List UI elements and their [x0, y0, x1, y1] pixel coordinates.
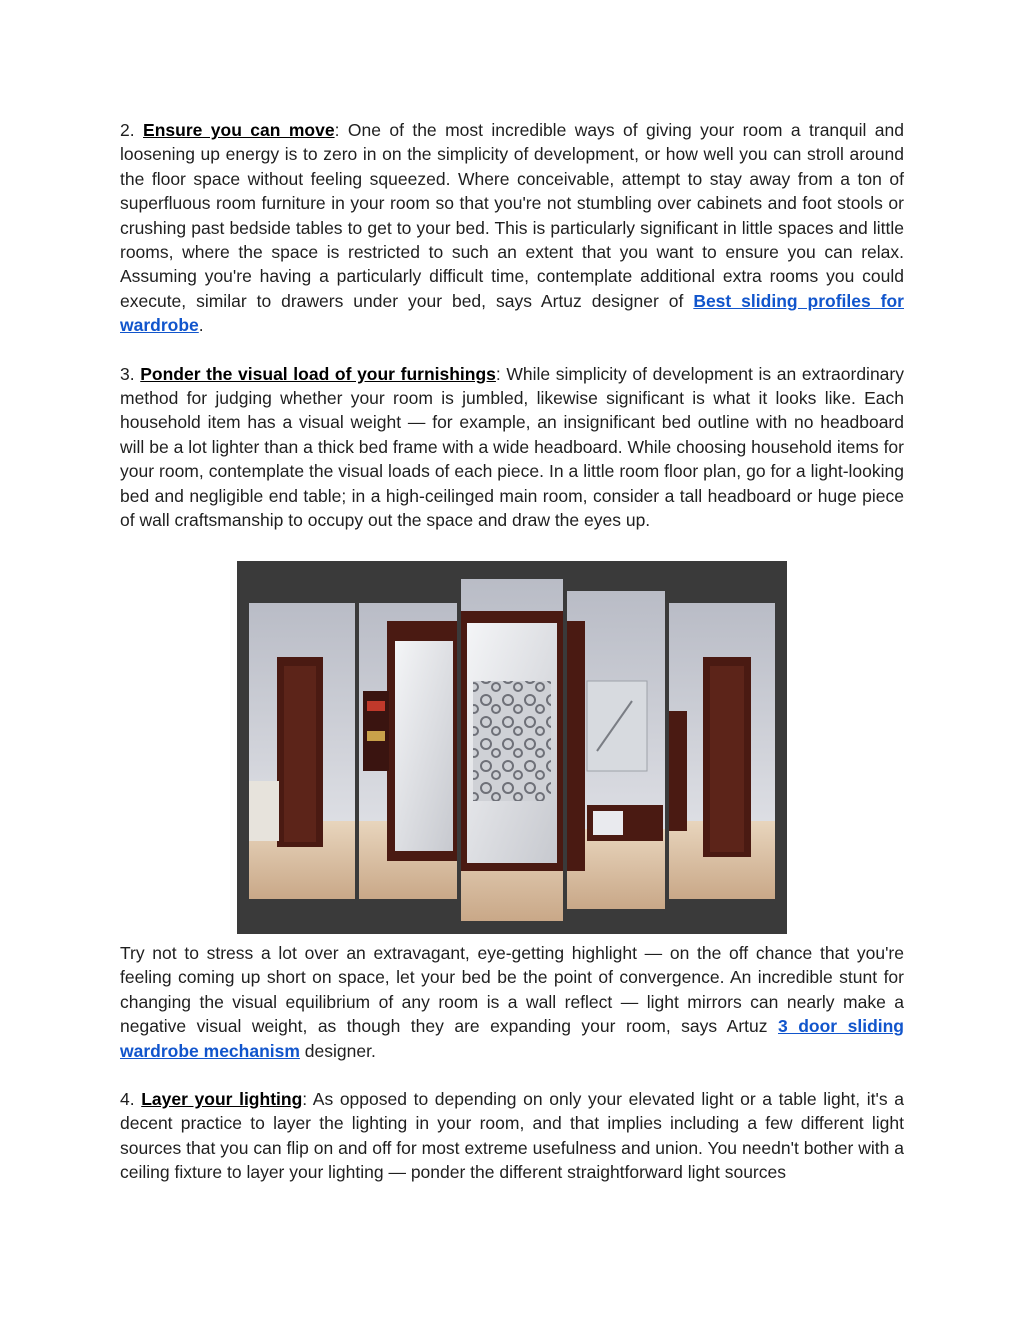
- section-4: [120, 1087, 904, 1185]
- section-2-tail: .: [198, 315, 204, 336]
- document-body-continued: [120, 941, 904, 1185]
- section-2-heading: Ensure you can move: [143, 120, 335, 140]
- after-image-paragraph: [120, 941, 904, 1063]
- panel-5: [669, 603, 775, 899]
- after-image-tail: designer.: [299, 1040, 376, 1061]
- section-3-number: 3.: [120, 363, 135, 384]
- best-sliding-profiles-link[interactable]: Best sliding profiles for wardrobe: [120, 290, 904, 336]
- after-image-body: Try not to stress a lot over an extravagant, eye-getting highlight — on the off chance that you're feeling coming up short on space, let your bed be the point of convergence. An incredible stunt for changing the visual equilibrium of any room is a wall reflect — light mirrors can nearly make a negative visual weight, as though they are expanding your room, says Artuz: [120, 943, 904, 1037]
- section-4-heading: Layer your lighting: [141, 1089, 303, 1110]
- section-3: [120, 362, 904, 533]
- wardrobe-room-image: [237, 561, 787, 934]
- section-2: [120, 118, 904, 338]
- section-2-body: : One of the most incredible ways of giving your room a tranquil and loosening up energy is to zero in on the simplicity of development, or how well you can stroll around the floor space without feeling squeezed. Where conceivable, attempt to stay away from a ton of superfluous room furniture in your room so that you're not stumbling over cabinets and foot stools or crushing past bedside tables to get to your bed. This is particularly significant in little spaces and little rooms, where the space is restricted to such an extent that you want to ensure you can relax. Assuming you're having a particularly difficult time, contemplate additional extra rooms you could execute, similar to drawers under your bed, says Artuz designer of: [120, 120, 905, 311]
- panel-3: [461, 579, 563, 921]
- three-door-sliding-wardrobe-link[interactable]: 3 door sliding wardrobe mechanism: [120, 1016, 904, 1061]
- panel-1: [249, 603, 355, 899]
- document-body: [120, 118, 904, 533]
- section-4-number: 4.: [120, 1089, 135, 1110]
- panel-4: [567, 591, 665, 909]
- section-4-body: : As opposed to depending on only your elevated light or a table light, it's a decent practice to layer the lighting in your room, and that implies including a few different light sources that you can flip on and off for most extreme usefulness and union. You needn't bother with a ceiling fixture to layer your lighting — ponder the different straightforward light sources: [120, 1089, 904, 1183]
- panel-2: [359, 603, 457, 899]
- section-3-body: : While simplicity of development is an extraordinary method for judging whether your room is jumbled, likewise significant is what it looks like. Each household item has a visual weight — for example, an insignificant bed outline with no headboard will be a lot lighter than a thick bed frame with a wide headboard. While choosing household items for your room, contemplate the visual loads of each piece. In a little room floor plan, go for a light-looking bed and negligible end table; in a high-ceilinged main room, consider a tall headboard or huge piece of wall craftsmanship to occupy out the space and draw the eyes up.: [120, 363, 904, 531]
- section-2-number: 2.: [120, 120, 135, 140]
- section-3-heading: Ponder the visual load of your furnishings: [140, 363, 496, 384]
